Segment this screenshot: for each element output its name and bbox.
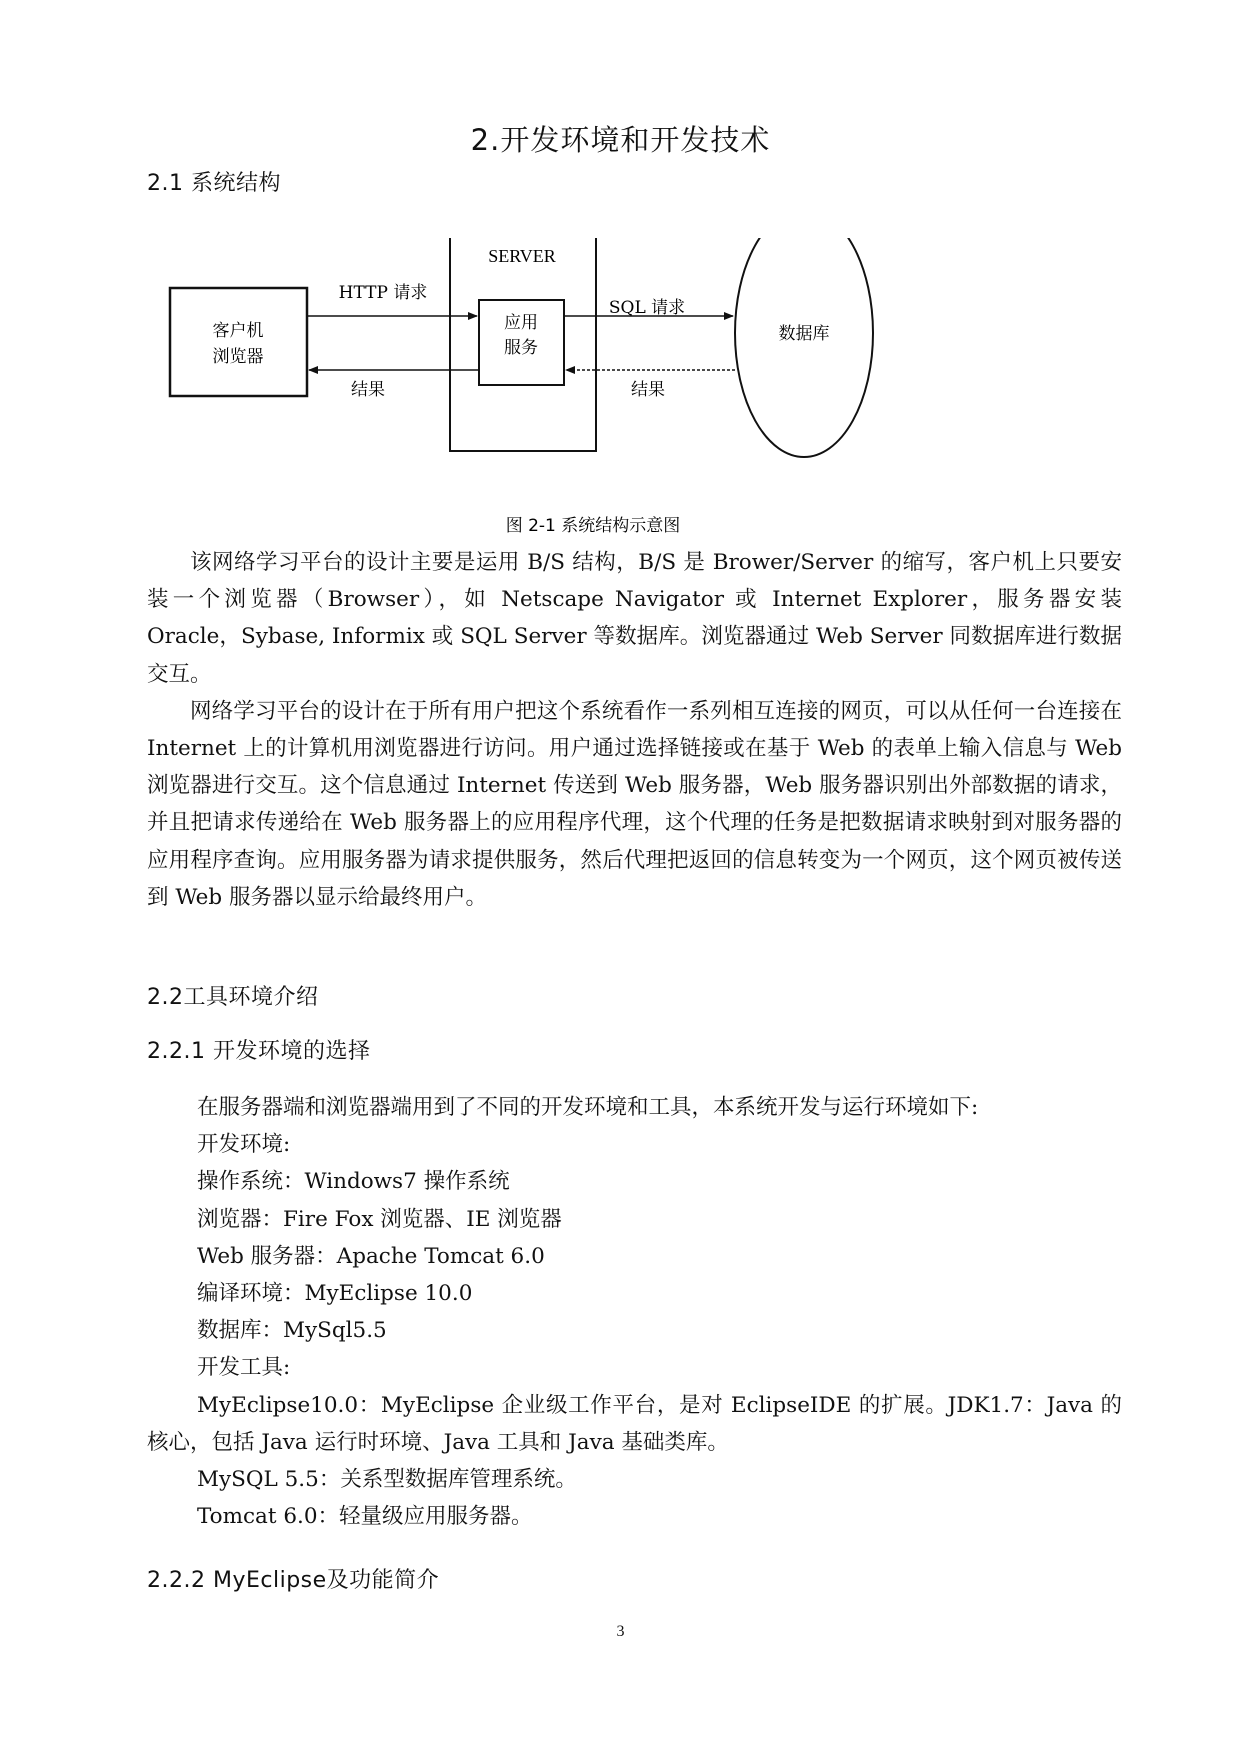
env-os: 操作系统：Windows7 操作系统 (197, 1169, 510, 1195)
env-intro: 在服务器端和浏览器端用到了不同的开发环境和工具，本系统开发与运行环境如下: (197, 1095, 979, 1120)
env-browser: 浏览器：Fire Fox 浏览器、IE 浏览器 (197, 1206, 562, 1232)
client-box (170, 288, 307, 396)
result-label-right: 结果 (631, 380, 665, 400)
env-database: 数据库：MySql5.5 (197, 1318, 387, 1344)
paragraph-platform-design: 网络学习平台的设计在于所有用户把这个系统看作一系列相互连接的网页，可以从任何一台连接在 Internet 上的计算机用浏览器进行访问。用户通过选择链接或在基于 Web 的表单上输入信息与 Web 浏览器进行交互。这个信息通过 Internet 传送到 Web 服务器，Web 服务器识别出外部数据的请求，并且把请求传递给在 Web 服务器上的应用程序代理，这个代理的任务是把数据请求映射到对服务器的应用程序查询。应用服务器为请求提供服务，然后代理把返回的信息转变为一个网页，这个网页被传送到 Web 服务器以显示给最终用户。 (147, 698, 1122, 910)
chapter-title: 2.开发环境和开发技术 (470, 123, 771, 157)
app-service-line1: 应用 (504, 313, 538, 333)
paragraph-bs-architecture: 该网络学习平台的设计主要是运用 B/S 结构，B/S 是 Brower/Server 的缩写，客户机上只要安装一个浏览器（Browser），如 Netscape Navigator 或 Internet Explorer，服务器安装 Oracle，Sybase, Informix 或 SQL Server 等数据库。浏览器通过 Web Server 同数据库进行数据交互。 (147, 550, 1122, 687)
tools-title: 开发工具: (197, 1355, 291, 1381)
section-2-1-body (147, 544, 1122, 916)
sql-request-label: SQL 请求 (608, 298, 686, 318)
page-number: 3 (616, 1623, 625, 1640)
http-request-label: HTTP 请求 (338, 283, 428, 303)
section-heading-2-2: 2.2工具环境介绍 (147, 985, 319, 1010)
database-label: 数据库 (778, 324, 830, 344)
result-label-left: 结果 (351, 380, 385, 400)
server-label: SERVER (488, 246, 556, 266)
tool-myeclipse-jdk: MyEclipse10.0：MyEclipse 企业级工作平台，是对 EclipseIDE 的扩展。JDK1.7：Java 的核心，包括 Java 运行时环境、Java 工具和 Java 基础类库。 (147, 1392, 1122, 1455)
figure-caption: 图 2-1 系统结构示意图 (505, 516, 681, 536)
env-compile: 编译环境：MyEclipse 10.0 (197, 1281, 473, 1307)
client-label-line1: 客户机 (212, 321, 264, 341)
section-heading-2-2-1: 2.2.1 开发环境的选择 (147, 1039, 371, 1064)
env-web-server: Web 服务器：Apache Tomcat 6.0 (197, 1243, 545, 1269)
app-service-line2: 服务 (504, 338, 538, 358)
env-title: 开发环境: (197, 1132, 291, 1158)
database-ellipse (735, 238, 873, 457)
section-heading-2-1: 2.1 系统结构 (147, 171, 281, 196)
client-label-line2: 浏览器 (212, 347, 264, 367)
tool-mysql: MySQL 5.5：关系型数据库管理系统。 (197, 1467, 577, 1493)
tool-tomcat: Tomcat 6.0：轻量级应用服务器。 (197, 1504, 533, 1530)
system-architecture-diagram (150, 238, 980, 538)
environment-list (147, 1089, 1122, 1535)
section-heading-2-2-2: 2.2.2 MyEclipse及功能简介 (147, 1568, 440, 1593)
